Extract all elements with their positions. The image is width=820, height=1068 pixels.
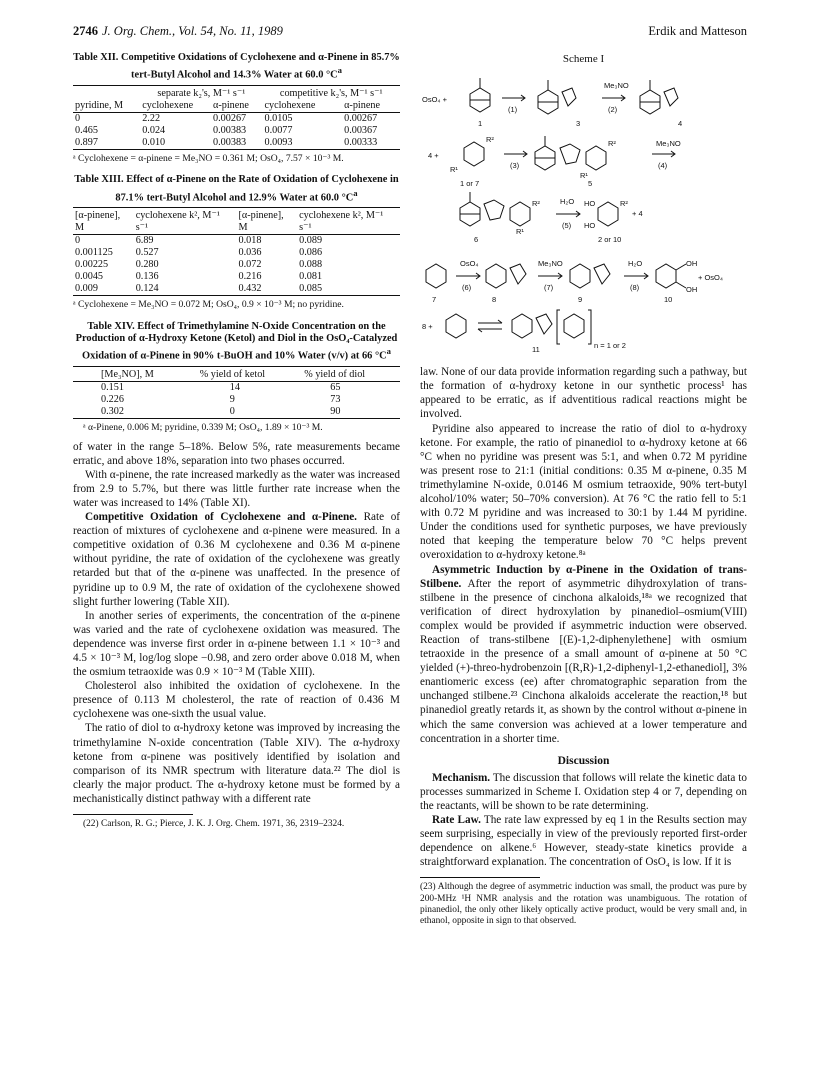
table-cell: 0.001125	[75, 247, 113, 259]
table-cell: 0.136	[135, 271, 159, 283]
group-r1: R¹	[450, 165, 458, 175]
section-heading: Competitive Oxidation of Cyclohexene and α-Pinene.	[85, 511, 357, 524]
table13-col: cyclohexene k², M⁻¹ s⁻¹	[134, 208, 237, 235]
discussion-heading: Discussion	[557, 754, 610, 767]
step-label: (5)	[562, 221, 572, 231]
reagent-oso4: OsO₄	[460, 259, 479, 269]
osmate-8	[510, 264, 526, 284]
footnote-23: (23) Although the degree of asymmetric induction was small, the product was pure by 200-MHz ¹H NMR analysis and the rotation was unambiguous. The rotation of pinanediol, the only other likely optically active product, would be very small and, in ethanol, opposite in sign to that observed.	[420, 882, 747, 927]
table-cell: 0.009	[73, 283, 134, 296]
table-cell: 0.0093	[262, 137, 342, 150]
ring-11	[512, 314, 532, 338]
osmate-9	[594, 264, 610, 284]
paragraph: With α-pinene, the rate increased markedly as the water was increased from 2.9 to 5.7%, but there was little further rate increase when the water was increased to 14% (Table XI).	[73, 468, 400, 509]
table-cell: 0.00383	[213, 124, 247, 136]
table13-col: cyclohexene k², M⁻¹ s⁻¹	[297, 208, 400, 235]
table-row	[73, 247, 400, 259]
table12-col: α-pinene	[342, 100, 400, 113]
reagent-oso4-plus: OsO₄ +	[422, 95, 447, 105]
step-label: (1)	[508, 105, 518, 115]
table-cell: 0.302	[73, 406, 198, 419]
table-cell: 65	[330, 382, 341, 394]
paragraph-text: Rate of reaction of mixtures of cyclohexene and α-pinene were measured. In a competitive oxidation of 0.36 M cyclohexene and 0.36 M α-pinene without pyridine, the rate of oxidation of the cyclohexene was greatly retarded but that of the α-pinene was unaffected. In the presence of pyridine up to 0.9 M, the rate of oxidation of the cyclohexene showed slight further lowering (Table XII).	[73, 511, 401, 608]
table14-caption	[73, 321, 400, 363]
table12-caption	[73, 52, 400, 82]
section-heading: Mechanism.	[432, 771, 491, 784]
step-label: (7)	[544, 283, 554, 293]
right-column	[420, 52, 747, 927]
table13-sup: a	[353, 187, 358, 198]
footnote-divider	[420, 877, 540, 878]
paragraph-text: The discussion that follows will relate the kinetic data to processes summarized in Scheme I. Oxidation step 4 or 7, depending on the reactants, will be shown to be rate determining.	[420, 771, 747, 812]
table-cell: 0.081	[299, 271, 323, 283]
table-cell: 0.086	[299, 247, 323, 259]
table-cell: 0.465	[75, 124, 98, 136]
table-cell: 0.00367	[344, 124, 378, 136]
paragraph: law. None of our data provide information regarding such a pathway, but the formation of α-hydroxy ketone in our synthetic process¹ has appeared to be erratic, as if adventitious radical reactions might be involved.	[420, 366, 747, 421]
reagent-h2o: H₂O	[560, 197, 575, 207]
group-r2: R²	[608, 139, 616, 149]
table-row	[73, 112, 400, 125]
osmate-6	[484, 200, 504, 220]
scheme-i-diagram	[420, 68, 747, 355]
osmate-ring-4	[664, 88, 678, 106]
table-cell: 6.89	[135, 235, 154, 247]
table12-col: cyclohexene	[140, 100, 211, 113]
compound-label: 11	[532, 345, 540, 355]
ring-10	[656, 264, 676, 288]
group-oh: OH	[686, 285, 698, 295]
table-cell: 0.527	[135, 247, 159, 259]
table-cell: 0.432	[237, 283, 298, 296]
osmate-ring-3	[562, 88, 576, 106]
compound-label: 1 or 7	[460, 179, 480, 189]
table13	[73, 207, 400, 296]
table-row	[73, 283, 400, 296]
paragraph: In another series of experiments, the concentration of the α-pinene was varied and the rate of cyclohexene oxidation was measured. The dependence was inverse first order in α-pinene between 1.1 × 10⁻³ and 4.5 × 10⁻³ M, log/log slope −0.98, and zero order above 0.018 M, when the osmium tetraoxide was 0.9 × 10⁻³ M (Table XIII).	[73, 609, 400, 679]
table14-footnote: ᵃ α-Pinene, 0.006 M; pyridine, 0.339 M; OsO₄, 1.89 × 10⁻³ M.	[83, 422, 323, 434]
paragraph: The ratio of diol to α-hydroxy ketone was improved by increasing the trimethylamine N-oxide concentration (Table XIV). The α-hydroxy ketone from α-pinene was positively identified by isolation and comparison of its NMR spectrum with literature data.²² The diol is clearly the major product. The α-hydroxy ketone must be formed by a mechanistically distinct pathway with a different rate	[73, 722, 400, 805]
table-row	[73, 137, 400, 150]
table-cell: 0.00225	[75, 259, 109, 271]
table12-spacer	[73, 85, 140, 100]
page-header	[73, 24, 747, 44]
table-cell: 0.024	[142, 124, 166, 136]
page-number: 2746	[73, 24, 98, 38]
table-cell: 0.00267	[213, 112, 247, 124]
paragraph-text: The rate law expressed by eq 1 in the Results section may seem surprising, especially in view of the previously reported first-order dependence on alkene.⁶ However, steady-state kinetics provide a straightforward explanation. The concentration of OsO₄ is low. If it is	[420, 814, 747, 869]
group-r1: R¹	[516, 227, 524, 237]
reagent-h2o: H₂O	[628, 259, 643, 269]
table-cell: 0.036	[238, 247, 262, 259]
table-row	[73, 271, 400, 283]
table12-title: Table XII. Competitive Oxidations of Cyclohexene and α-Pinene in 85.7% tert-Butyl Alcohol and 14.3% Water at 60.0 °C	[73, 52, 400, 81]
table-cell: 0.280	[135, 259, 159, 271]
step-label: (6)	[462, 283, 472, 293]
reagent-me3no: Me₃NO	[656, 139, 681, 149]
cyclohexene-7	[426, 264, 446, 288]
table-cell: 0.00383	[211, 137, 262, 150]
group-ho: HO	[584, 221, 596, 231]
ring-6b	[510, 202, 530, 226]
pyridine-ligand	[564, 314, 584, 338]
table-cell: 0	[198, 406, 303, 419]
table-cell: 0.897	[73, 137, 140, 150]
table-cell: 73	[330, 394, 341, 406]
group-oh: OH	[686, 259, 698, 269]
table-cell: 0.0105	[264, 112, 293, 124]
table-cell: 0.085	[297, 283, 400, 296]
table-cell: 0.00267	[344, 112, 378, 124]
table13-title: Table XIII. Effect of α-Pinene on the Rate of Oxidation of Cyclohexene in 87.1% tert-Butyl Alcohol and 12.9% Water at 60.0 °C	[74, 174, 399, 204]
paragraph	[420, 563, 747, 746]
table14-sup: a	[386, 346, 391, 357]
group-r1: R¹	[580, 171, 588, 181]
table14	[73, 366, 400, 419]
table-cell: 0.089	[299, 235, 323, 247]
compound-label: 7	[432, 295, 437, 305]
table-cell: 0.088	[299, 259, 323, 271]
group-label: + 4	[632, 209, 643, 219]
paragraph	[73, 510, 400, 609]
table-cell: 0.010	[140, 137, 211, 150]
table-cell: 0.226	[101, 394, 124, 406]
reagent-plus-oso4: + OsO₄	[698, 273, 723, 283]
table13-header-row	[73, 208, 400, 235]
group-r2: R²	[532, 199, 540, 209]
paragraph: of water in the range 5–18%. Below 5%, rate measurements became erratic, and above 18%, separation into two phases occurred.	[73, 440, 400, 467]
table14-title: Table XIV. Effect of Trimethylamine N-Oxide Concentration on the Production of α-Hydroxy Ketone (Ketol) and Diol in the OsO₄-Catalyzed Oxidation of α-Pinene in 90% t-BuOH and 10% Water (v/v) at 66 °C	[75, 320, 398, 362]
header-authors: Erdik and Matteson	[648, 24, 747, 38]
table12-sup: a	[337, 65, 342, 76]
table-cell: 0.00333	[342, 137, 400, 150]
compound-label: 8	[492, 295, 497, 305]
table-cell: 0.018	[238, 235, 262, 247]
table13-caption	[73, 174, 400, 204]
table-row	[73, 406, 400, 419]
compound-label: 4	[678, 119, 683, 129]
table-cell: 0.124	[134, 283, 237, 296]
group-ho: HO	[584, 199, 596, 209]
table-row	[73, 125, 400, 137]
compound-label: 10	[664, 295, 673, 305]
paragraph-text: After the report of asymmetric dihydroxylation of trans-stilbene in the presence of cinchona alkaloids,¹⁸ᵃ we recognized that verification of direct hydroxylation by pinanediol–osmium(VIII) complex would be provided if asymmetric induction were observed. Reaction of trans-stilbene [(E)-1,2-diphenylethene] with osmium tetraoxide in the presence of a small amount of α-pinene at 50 °C yielded (+)-threo-hydrobenzoin [(R,R)-1,2-diphenyl-1,2-ethanediol], 3% enantiomeric excess (ee) after chromatographic separation from the unchanged stilbene.²³ Cinchona alkaloids accelerate the reaction,¹⁸ but pinanediol greatly retards it, as shown by the control without α-pinene in which the same conversion was achieved at a lower temperature and concentration in a shorter time.	[420, 577, 747, 745]
step-label: (4)	[658, 161, 668, 171]
table-cell: 0.216	[238, 271, 262, 283]
table-cell: 90	[302, 406, 400, 419]
compound-label: 3	[576, 119, 581, 129]
section-heading: Rate Law.	[432, 814, 481, 827]
table13-footnote: ᵃ Cyclohexene = Me₃NO = 0.072 M; OsO₄, 0.9 × 10⁻³ M; no pyridine.	[73, 299, 344, 311]
left-column	[73, 52, 400, 830]
bracket-left	[557, 310, 560, 344]
table-cell: 0.0045	[75, 271, 104, 283]
table14-col: % yield of ketol	[198, 367, 303, 382]
compound-label: 9	[578, 295, 583, 305]
table-cell: 0	[75, 112, 81, 124]
table13-col: [α-pinene], M	[73, 208, 134, 235]
paragraph: Cholesterol also inhibited the oxidation of cyclohexene. In the presence of 0.113 M cholesterol, the rate of reaction of 0.436 M cyclohexene was one-sixth the usual value.	[73, 680, 400, 721]
pyridine-ring	[446, 314, 466, 338]
table-cell: 14	[229, 382, 240, 394]
reagent-me3no: Me₃NO	[538, 259, 563, 269]
step-label: (8)	[630, 283, 640, 293]
ring-9	[570, 264, 590, 288]
paragraph: Pyridine also appeared to increase the ratio of diol to α-hydroxy ketone. For example, the ratio of pinanediol to α-hydroxy ketone at 66 °C when no pyridine was present was 5:1, and when 0.72 M pyridine was present rose to 21:1 (initial conditions: 0.35 M α-pinene, 0.35 M trimethylamine N-oxide, 0.0146 M osmium tetraoxide, 90% tert-butyl alcohol/10% water; 50–70% conversion). At 76 °C the ratio fell to 5:1 with 0.72 M pyridine and was increased to 30:1 by 1.44 M pyridine. Under the conditions used for synthetic purposes, we have previously noted that keeping the temperature below 70 °C helps prevent overoxidation to α-hydroxy ketone.⁸ᵃ	[420, 422, 747, 562]
group-r2: R²	[620, 199, 628, 209]
step-label: (3)	[510, 161, 520, 171]
ring-5b	[586, 146, 606, 170]
table12-col: cyclohexene	[262, 100, 342, 113]
header-left	[73, 24, 283, 39]
table14-header-row	[73, 367, 400, 382]
table12-col: pyridine, M	[73, 100, 140, 113]
table12	[73, 85, 400, 150]
n-label: n = 1 or 2	[594, 341, 626, 351]
table12-group-row	[73, 85, 400, 100]
compound-label: 6	[474, 235, 479, 245]
table-cell: 0.072	[238, 259, 262, 271]
scheme-title: Scheme I	[562, 53, 605, 65]
table14-col: % yield of diol	[302, 367, 400, 382]
table-row	[73, 259, 400, 271]
table12-group2: competitive k₂'s, M⁻¹ s⁻¹	[262, 85, 400, 100]
table12-col: α-pinene	[211, 100, 262, 113]
ring-diol	[598, 202, 618, 226]
osmate-11	[536, 314, 552, 334]
table13-col: [α-pinene], M	[237, 208, 298, 235]
section-heading: Asymmetric Induction by α-Pinene in the Oxidation of trans-Stilbene.	[420, 563, 747, 590]
footnote-divider	[73, 814, 193, 815]
osmate-5	[560, 144, 580, 164]
table14-col: [Me₃NO], M	[73, 367, 198, 382]
table-cell: 0.0077	[264, 124, 293, 136]
table-row	[73, 235, 400, 248]
journal-citation: J. Org. Chem., Vol. 54, No. 11, 1989	[102, 24, 283, 38]
step-label: (2)	[608, 105, 618, 115]
paragraph	[420, 813, 747, 869]
table-cell: 9	[229, 394, 235, 406]
ring-8	[486, 264, 506, 288]
table-row	[73, 382, 400, 395]
alkene-ring	[464, 142, 484, 166]
group-label: 8 +	[422, 322, 433, 332]
reagent-me3no: Me₃NO	[604, 81, 629, 91]
table12-header-row	[73, 100, 400, 113]
compound-label: 5	[588, 179, 593, 189]
group-r2: R²	[486, 135, 494, 145]
footnote-22: (22) Carlson, R. G.; Pierce, J. K. J. Org. Chem. 1971, 36, 2319–2324.	[83, 819, 345, 830]
paragraph	[420, 771, 747, 813]
compound-label: 1	[478, 119, 483, 129]
table-row	[73, 394, 400, 406]
table-cell: 2.22	[142, 112, 161, 124]
table12-footnote: ᵃ Cyclohexene = α-pinene = Me₃NO = 0.361 M; OsO₄, 7.57 × 10⁻³ M.	[73, 152, 344, 164]
table12-group1: separate k₂'s, M⁻¹ s⁻¹	[140, 85, 262, 100]
table-cell: 0	[75, 235, 81, 247]
group-label: 4 +	[428, 151, 439, 161]
bracket-right	[588, 310, 591, 344]
table-cell: 0.151	[101, 382, 124, 394]
compound-label: 2 or 10	[598, 235, 622, 245]
